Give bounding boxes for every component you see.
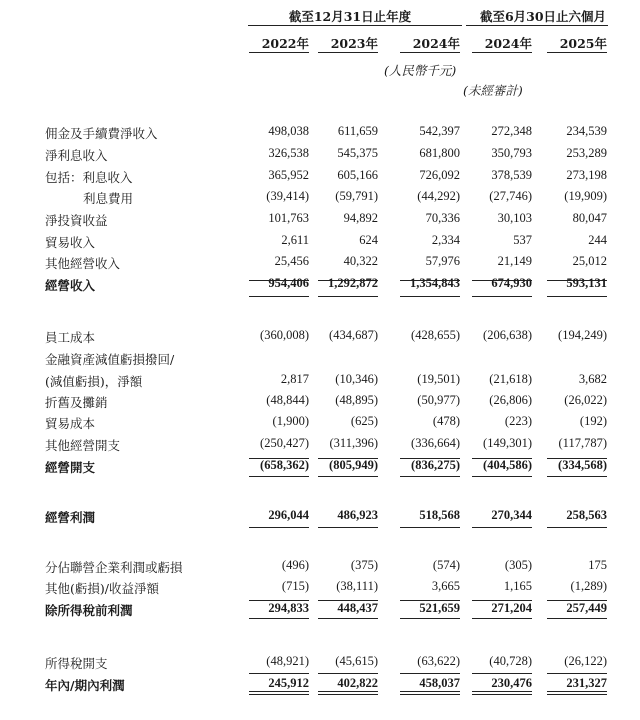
value-fy2024: (44,292) <box>417 189 460 203</box>
value-h2024: 537 <box>513 233 532 247</box>
subtotal-rule <box>249 458 309 459</box>
row-label: 佣金及手續費淨收入 <box>45 126 158 141</box>
total-underline <box>472 476 532 477</box>
statement-row <box>0 372 640 392</box>
statement-row <box>0 579 640 599</box>
subtotal-rule <box>249 600 309 601</box>
currency-unit-note: (人民幣千元) <box>384 63 457 78</box>
total-underline <box>472 296 532 297</box>
statement-row <box>0 393 640 413</box>
value-fy2023: (375) <box>350 558 378 572</box>
total-underline <box>547 527 607 528</box>
value-h2025: 175 <box>588 558 607 572</box>
subtotal-rule <box>318 600 378 601</box>
value-h2024: (404,586) <box>483 458 532 472</box>
value-h2025: 231,327 <box>566 676 607 690</box>
value-fy2022: 326,538 <box>268 146 309 160</box>
value-fy2022: 365,952 <box>268 168 309 182</box>
row-label: (減值虧損)，淨額 <box>45 374 143 389</box>
value-h2024: (206,638) <box>483 328 532 342</box>
value-h2024: 230,476 <box>491 676 532 690</box>
value-h2025: (26,022) <box>564 393 607 407</box>
row-label: 員工成本 <box>45 330 96 345</box>
value-fy2023: 1,292,872 <box>328 276 378 290</box>
subtotal-rule <box>547 458 607 459</box>
half-year-group-rule <box>466 25 608 26</box>
row-label: 其他(虧損)/收益淨額 <box>45 581 159 596</box>
row-label: 包括：利息收入 <box>45 170 133 185</box>
value-fy2023: (48,895) <box>335 393 378 407</box>
total-underline <box>249 476 309 477</box>
subtotal-rule <box>400 600 460 601</box>
value-fy2024: (428,655) <box>411 328 460 342</box>
subtotal-rule <box>318 280 378 281</box>
year-rule <box>318 52 378 53</box>
value-fy2022: 2,611 <box>281 233 309 247</box>
value-fy2023: 94,892 <box>343 211 378 225</box>
value-fy2023: (434,687) <box>329 328 378 342</box>
row-label: 年內/期內利潤 <box>45 678 125 693</box>
statement-row <box>0 558 640 578</box>
value-fy2023: 624 <box>359 233 378 247</box>
statement-row <box>0 414 640 434</box>
total-underline <box>249 296 309 297</box>
value-h2025: 593,131 <box>566 276 607 290</box>
total-underline <box>400 618 460 619</box>
value-h2025: (334,568) <box>558 458 607 472</box>
value-fy2024: (50,977) <box>417 393 460 407</box>
year-header-2024-half: 2024年 <box>484 36 532 51</box>
value-h2025: 3,682 <box>578 372 607 386</box>
row-label: 除所得稅前利潤 <box>45 603 133 618</box>
value-h2025: 234,539 <box>566 124 607 138</box>
value-fy2022: (48,844) <box>266 393 309 407</box>
total-underline <box>547 296 607 297</box>
value-h2024: (21,618) <box>489 372 532 386</box>
value-fy2024: (478) <box>432 414 460 428</box>
value-fy2024: 458,037 <box>419 676 460 690</box>
value-fy2022: 25,456 <box>274 254 309 268</box>
value-fy2023: 611,659 <box>337 124 378 138</box>
value-fy2023: (625) <box>350 414 378 428</box>
value-h2025: 25,012 <box>572 254 607 268</box>
value-h2024: (26,806) <box>489 393 532 407</box>
unaudited-note: (未經審計) <box>463 83 523 98</box>
subtotal-rule <box>318 458 378 459</box>
total-underline <box>318 618 378 619</box>
year-rule <box>249 52 309 53</box>
total-underline <box>400 476 460 477</box>
value-h2024: 30,103 <box>497 211 532 225</box>
value-h2025: 258,563 <box>566 508 607 522</box>
total-underline <box>472 618 532 619</box>
value-fy2022: (715) <box>281 579 309 593</box>
value-fy2024: 518,568 <box>419 508 460 522</box>
value-h2024: 270,344 <box>491 508 532 522</box>
value-fy2023: 402,822 <box>337 676 378 690</box>
value-h2025: 80,047 <box>572 211 607 225</box>
statement-row <box>0 124 640 144</box>
value-fy2022: 2,817 <box>280 372 309 386</box>
row-label: 經營開支 <box>45 460 96 475</box>
value-fy2023: 40,322 <box>343 254 378 268</box>
row-label: 金融資產減值虧損撥回/ <box>45 352 175 367</box>
value-fy2024: 681,800 <box>419 146 460 160</box>
statement-row <box>0 654 640 674</box>
value-h2025: (26,122) <box>564 654 607 668</box>
value-fy2023: (805,949) <box>329 458 378 472</box>
value-h2025: (194,249) <box>558 328 607 342</box>
row-label: 淨投資收益 <box>45 213 108 228</box>
subtotal-rule <box>400 673 460 674</box>
statement-row <box>0 436 640 456</box>
value-fy2023: 545,375 <box>337 146 378 160</box>
subtotal-rule <box>472 673 532 674</box>
subtotal-rule <box>400 280 460 281</box>
subtotal-rule <box>472 458 532 459</box>
value-fy2024: (336,664) <box>411 436 460 450</box>
final-double-underline <box>249 691 309 695</box>
total-underline <box>547 476 607 477</box>
value-fy2024: 521,659 <box>419 601 460 615</box>
row-label: 貿易收入 <box>45 235 96 250</box>
value-fy2023: 448,437 <box>337 601 378 615</box>
value-h2024: 1,165 <box>503 579 532 593</box>
final-double-underline <box>400 691 460 695</box>
statement-row <box>0 350 640 370</box>
final-double-underline <box>547 691 607 695</box>
value-h2024: 350,793 <box>491 146 532 160</box>
value-fy2022: (48,921) <box>266 654 309 668</box>
subtotal-rule <box>249 673 309 674</box>
value-h2024: (27,746) <box>489 189 532 203</box>
value-fy2024: (574) <box>432 558 460 572</box>
value-fy2024: 726,092 <box>419 168 460 182</box>
row-label: 淨利息收入 <box>45 148 108 163</box>
value-fy2022: 498,038 <box>268 124 309 138</box>
value-fy2024: (63,622) <box>417 654 460 668</box>
year-header-2024: 2024年 <box>412 36 460 51</box>
total-underline <box>249 527 309 528</box>
value-h2025: (117,787) <box>558 436 607 450</box>
value-fy2023: (45,615) <box>335 654 378 668</box>
subtotal-rule <box>547 673 607 674</box>
row-label: 貿易成本 <box>45 416 96 431</box>
value-fy2024: 70,336 <box>425 211 460 225</box>
value-fy2024: 542,397 <box>419 124 460 138</box>
value-fy2024: 1,354,843 <box>410 276 460 290</box>
row-label: 經營收入 <box>45 278 96 293</box>
value-fy2022: 954,406 <box>268 276 309 290</box>
statement-row <box>0 146 640 166</box>
subtotal-rule <box>400 458 460 459</box>
row-label: 其他經營收入 <box>45 256 121 271</box>
value-h2025: 253,289 <box>566 146 607 160</box>
value-fy2024: 2,334 <box>431 233 460 247</box>
value-fy2023: (38,111) <box>336 579 378 593</box>
value-h2024: (149,301) <box>483 436 532 450</box>
value-fy2022: 245,912 <box>268 676 309 690</box>
value-h2024: 272,348 <box>491 124 532 138</box>
statement-row <box>0 189 640 209</box>
statement-row <box>0 168 640 188</box>
total-underline <box>400 296 460 297</box>
value-h2025: (1,289) <box>570 579 607 593</box>
value-h2025: (19,909) <box>564 189 607 203</box>
value-h2025: 273,198 <box>566 168 607 182</box>
year-rule <box>400 52 460 53</box>
statement-row <box>0 254 640 274</box>
row-label: 經營利潤 <box>45 510 96 525</box>
value-fy2023: (311,396) <box>329 436 378 450</box>
total-underline <box>318 296 378 297</box>
value-fy2024: (836,275) <box>411 458 460 472</box>
year-header-2023: 2023年 <box>330 36 378 51</box>
value-fy2023: (10,346) <box>335 372 378 386</box>
fiscal-year-group-header: 截至12月31日止年度 <box>288 9 412 24</box>
value-h2024: 271,204 <box>491 601 532 615</box>
value-fy2023: (59,791) <box>335 189 378 203</box>
statement-row <box>0 233 640 253</box>
value-fy2022: 296,044 <box>268 508 309 522</box>
value-fy2022: (250,427) <box>260 436 309 450</box>
subtotal-rule <box>318 673 378 674</box>
value-fy2022: (39,414) <box>266 189 309 203</box>
total-underline <box>318 476 378 477</box>
row-label: 折舊及攤銷 <box>45 395 108 410</box>
value-h2024: 21,149 <box>497 254 532 268</box>
value-fy2023: 486,923 <box>337 508 378 522</box>
total-underline <box>400 527 460 528</box>
statement-row <box>0 276 640 296</box>
value-h2024: (40,728) <box>489 654 532 668</box>
value-h2024: (305) <box>504 558 532 572</box>
subtotal-rule <box>547 280 607 281</box>
year-rule <box>472 52 532 53</box>
row-label: 所得稅開支 <box>45 656 108 671</box>
value-fy2022: (1,900) <box>272 414 309 428</box>
value-fy2022: (658,362) <box>260 458 309 472</box>
value-fy2024: 57,976 <box>425 254 460 268</box>
statement-row <box>0 458 640 478</box>
value-h2024: 378,539 <box>491 168 532 182</box>
value-fy2024: (19,501) <box>417 372 460 386</box>
subtotal-rule <box>472 280 532 281</box>
total-underline <box>249 618 309 619</box>
subtotal-rule <box>472 600 532 601</box>
value-h2025: 244 <box>588 233 607 247</box>
final-double-underline <box>318 691 378 695</box>
value-h2024: 674,930 <box>491 276 532 290</box>
value-fy2022: (360,008) <box>260 328 309 342</box>
year-rule <box>547 52 607 53</box>
subtotal-rule <box>547 600 607 601</box>
half-year-group-header: 截至6月30日止六個月 <box>479 9 607 24</box>
value-fy2022: 101,763 <box>268 211 309 225</box>
year-header-2022: 2022年 <box>261 36 309 51</box>
row-label: 利息費用 <box>83 191 134 206</box>
value-fy2023: 605,166 <box>337 168 378 182</box>
statement-row <box>0 328 640 348</box>
row-label: 其他經營開支 <box>45 438 121 453</box>
year-header-2025-half: 2025年 <box>559 36 607 51</box>
value-fy2024: 3,665 <box>431 579 460 593</box>
value-h2025: 257,449 <box>566 601 607 615</box>
value-h2024: (223) <box>504 414 532 428</box>
value-fy2022: (496) <box>281 558 309 572</box>
total-underline <box>472 527 532 528</box>
fiscal-year-group-rule <box>248 25 462 26</box>
statement-row <box>0 211 640 231</box>
final-double-underline <box>472 691 532 695</box>
total-underline <box>318 527 378 528</box>
total-underline <box>547 618 607 619</box>
value-h2025: (192) <box>579 414 607 428</box>
subtotal-rule <box>249 280 309 281</box>
row-label: 分佔聯營企業利潤或虧損 <box>45 560 183 575</box>
value-fy2022: 294,833 <box>268 601 309 615</box>
statement-row <box>0 508 640 528</box>
